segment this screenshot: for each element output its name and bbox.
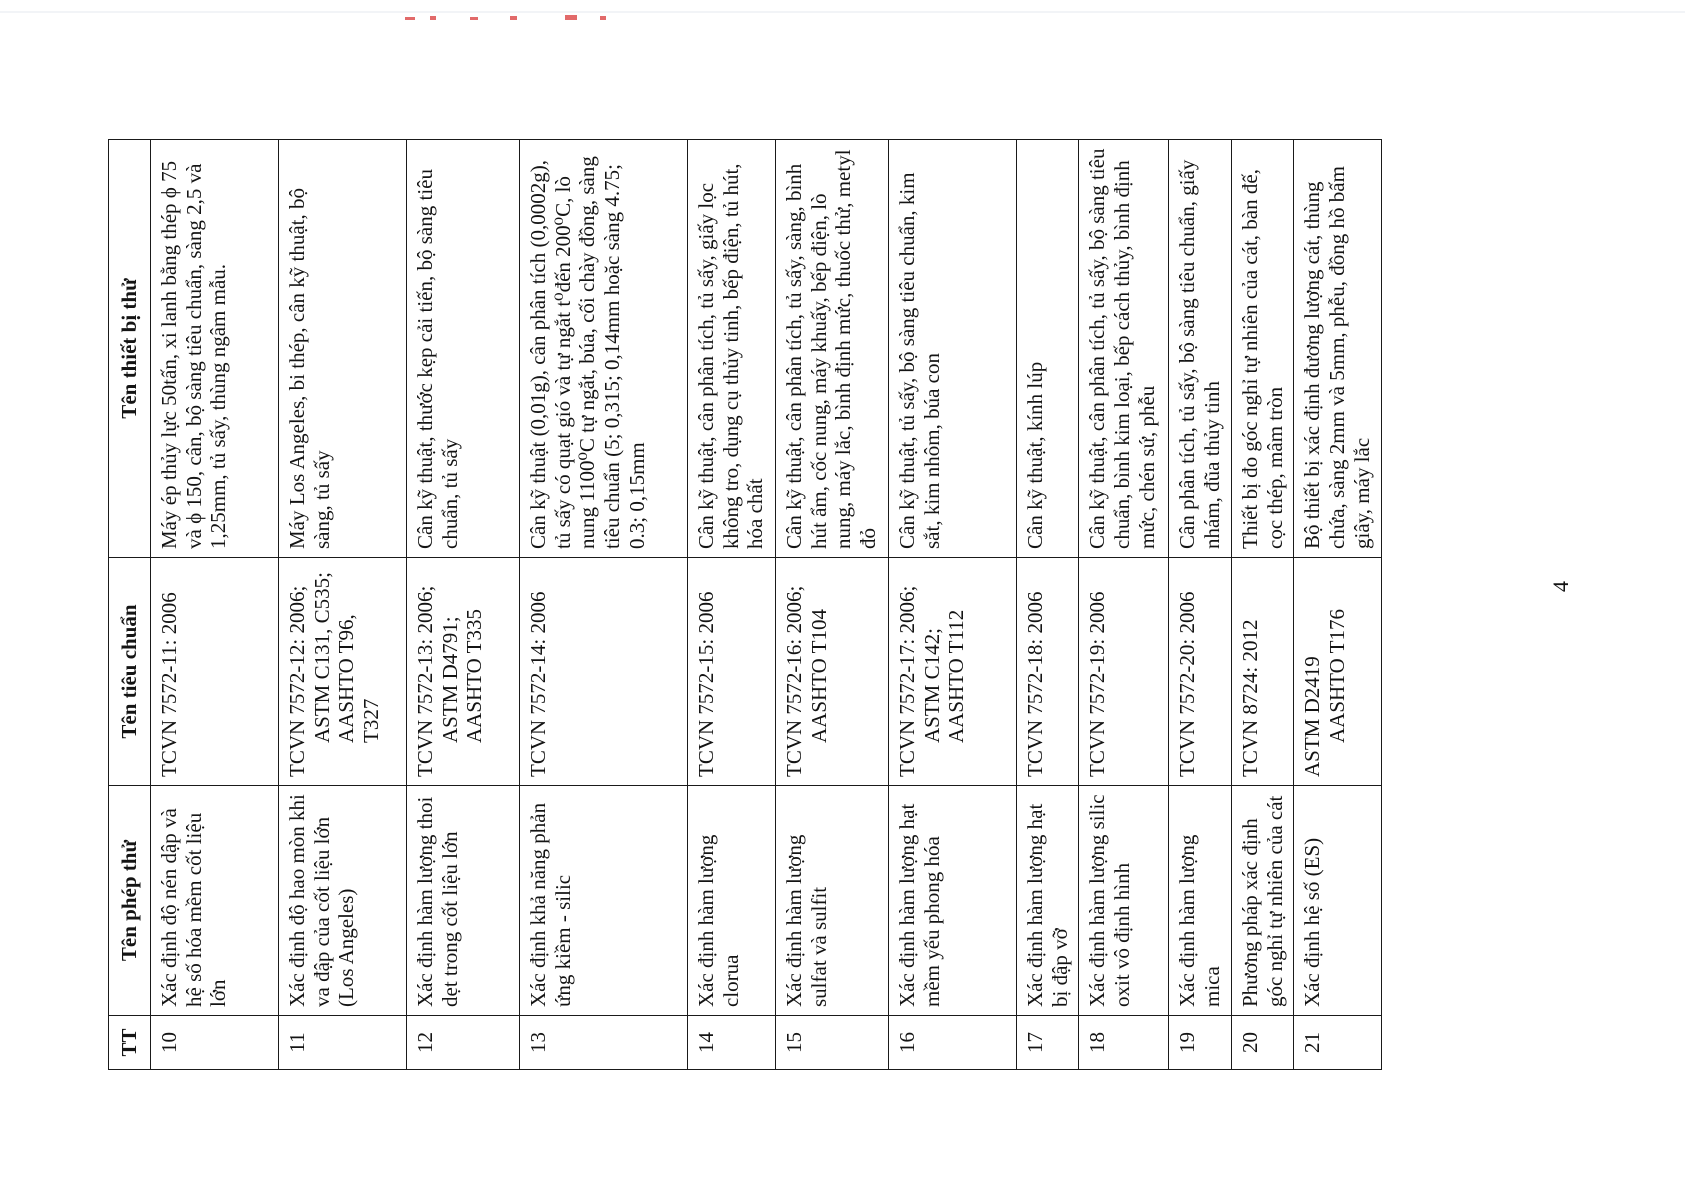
standard-line: TCVN 8724: 2012 — [1237, 619, 1262, 777]
cell-equipment: Cân kỹ thuật, thước kẹp cải tiến, bộ sàng tiêu chuẩn, tủ sấy — [406, 140, 519, 558]
standard-line: TCVN 7572-14: 2006 — [525, 591, 550, 777]
cell-standard — [888, 558, 1016, 786]
cell-standard — [1079, 558, 1169, 786]
standard-line: TCVN 7572-18: 2006 — [1022, 591, 1047, 777]
table-body — [150, 140, 1381, 1070]
cell-standard — [278, 558, 406, 786]
table-row — [1169, 140, 1232, 1070]
cell-tt: 15 — [775, 1016, 888, 1070]
cell-equipment: Cân kỹ thuật, cân phân tích, tủ sấy, sàng, bình hút ẩm, cốc nung, máy khuấy, bếp điện, lò nung, máy lắc, bình định mức, thuốc thử, metyl đỏ — [775, 140, 888, 558]
cell-equipment: Bộ thiết bị xác định đương lượng cát, thùng chứa, sàng 2mm và 5mm, phễu, đồng hồ bấm giây, máy lắc — [1294, 140, 1381, 558]
standard-line: TCVN 7572-13: 2006; — [412, 585, 437, 777]
cell-equipment: Cân kỹ thuật, tủ sấy, bộ sàng tiêu chuẩn, kim sắt, kim nhôm, búa con — [888, 140, 1016, 558]
standard-line: ASTM C142; — [919, 628, 944, 743]
cell-standard — [406, 558, 519, 786]
cell-standard — [687, 558, 775, 786]
header-standard: Tên tiêu chuẩn — [109, 558, 151, 786]
table-row — [406, 140, 519, 1070]
cell-standard — [1169, 558, 1232, 786]
table-row — [687, 140, 775, 1070]
standard-line: ASTM C131, C535; — [309, 572, 334, 743]
table-row — [519, 140, 687, 1070]
cell-equipment: Cân phân tích, tủ sấy, bộ sàng tiêu chuẩn, giấy nhám, đũa thủy tinh — [1169, 140, 1232, 558]
cell-standard — [1231, 558, 1294, 786]
cell-tt: 16 — [888, 1016, 1016, 1070]
cell-tt: 11 — [278, 1016, 406, 1070]
standard-line: AASHTO T112 — [944, 609, 969, 743]
cell-equipment: Cân kỹ thuật, cân phân tích, tủ sấy, giấy lọc không tro, dụng cụ thủy tinh, bếp điện, tủ hút, hóa chất — [687, 140, 775, 558]
table-header-row — [109, 140, 151, 1070]
table-row — [1231, 140, 1294, 1070]
standard-line: TCVN 7572-19: 2006 — [1085, 591, 1110, 777]
cell-equipment: Máy Los Angeles, bi thép, cân kỹ thuật, bộ sàng, tủ sấy — [278, 140, 406, 558]
table-row — [1079, 140, 1169, 1070]
standard-line: TCVN 7572-16: 2006; — [781, 585, 806, 777]
standard-line: TCVN 7572-20: 2006 — [1175, 591, 1200, 777]
cell-test-name: Xác định hàm lượng hạt mềm yếu phong hóa — [888, 786, 1016, 1016]
cell-test-name: Xác định hàm lượng clorua — [687, 786, 775, 1016]
cell-standard — [519, 558, 687, 786]
cell-equipment: Cân kỹ thuật (0,01g), cân phân tích (0,0002g), tủ sấy có quạt gió và tự ngắt t⁰đến 200⁰C, lò nung 1100⁰C tự ngắt, búa, cối chày đồng, sàng tiêu chuẩn (5; 0,315; 0,14mm hoặc sàng 4.75; 0.3; 0,15mm — [519, 140, 687, 558]
cell-equipment: Máy ép thủy lực 50tấn, xi lanh bằng thép ϕ 75 và ϕ 150, cân, bộ sàng tiêu chuẩn, sàng 2,5 và 1,25mm, tủ sấy, thùng ngâm mẫu. — [150, 140, 278, 558]
standard-line: ASTM D2419 — [1300, 656, 1325, 777]
cell-standard — [1294, 558, 1381, 786]
table-row — [1016, 140, 1079, 1070]
cell-equipment: Thiết bị đo góc nghỉ tự nhiên của cát, bàn đế, cọc thép, mâm tròn — [1231, 140, 1294, 558]
cell-equipment: Cân kỹ thuật, kính lúp — [1016, 140, 1079, 558]
standard-line: TCVN 7572-17: 2006; — [894, 585, 919, 777]
scan-artifact — [0, 0, 1685, 30]
cell-tt: 14 — [687, 1016, 775, 1070]
cell-test-name: Xác định hàm lượng silic oxit vô định hình — [1079, 786, 1169, 1016]
cell-tt: 21 — [1294, 1016, 1381, 1070]
standard-line: AASHTO T104 — [806, 609, 831, 743]
standard-line: AASHTO T335 — [462, 609, 487, 743]
header-equipment: Tên thiết bị thử — [109, 140, 151, 558]
rotated-page — [108, 140, 1508, 1070]
cell-standard — [150, 558, 278, 786]
standard-line: AASHTO T176 — [1325, 609, 1350, 743]
cell-test-name: Xác định hàm lượng hạt bị đập vỡ — [1016, 786, 1079, 1016]
cell-test-name: Xác định hàm lượng sulfat và sulfit — [775, 786, 888, 1016]
cell-tt: 18 — [1079, 1016, 1169, 1070]
standard-line: TCVN 7572-11: 2006 — [156, 592, 181, 777]
test-methods-table — [108, 139, 1382, 1070]
standard-line: TCVN 7572-12: 2006; — [284, 585, 309, 777]
page-number: 4 — [1548, 581, 1573, 592]
standard-line: TCVN 7572-15: 2006 — [693, 591, 718, 777]
table-row — [1294, 140, 1381, 1070]
table-row — [888, 140, 1016, 1070]
cell-tt: 20 — [1231, 1016, 1294, 1070]
cell-tt: 10 — [150, 1016, 278, 1070]
header-tt: TT — [109, 1016, 151, 1070]
cell-test-name: Xác định độ hao mòn khi va đập của cốt liệu lớn (Los Angeles) — [278, 786, 406, 1016]
cell-tt: 17 — [1016, 1016, 1079, 1070]
cell-test-name: Xác định hàm lượng thoi dẹt trong cốt liệu lớn — [406, 786, 519, 1016]
cell-test-name: Xác định hàm lượng mica — [1169, 786, 1232, 1016]
cell-standard — [1016, 558, 1079, 786]
header-test-name: Tên phép thử — [109, 786, 151, 1016]
cell-test-name: Xác định hệ số (ES) — [1294, 786, 1381, 1016]
standard-line: ASTM D4791; — [437, 616, 462, 743]
table-row — [278, 140, 406, 1070]
table-row — [775, 140, 888, 1070]
table-row — [150, 140, 278, 1070]
cell-test-name: Xác định độ nén dập và hệ số hóa mềm cốt liệu lớn — [150, 786, 278, 1016]
cell-tt: 19 — [1169, 1016, 1232, 1070]
cell-tt: 12 — [406, 1016, 519, 1070]
cell-test-name: Phương pháp xác định góc nghỉ tự nhiên của cát — [1231, 786, 1294, 1016]
cell-tt: 13 — [519, 1016, 687, 1070]
cell-test-name: Xác định khả năng phản ứng kiềm - silic — [519, 786, 687, 1016]
cell-standard — [775, 558, 888, 786]
cell-equipment: Cân kỹ thuật, cân phân tích, tủ sấy, bộ sàng tiêu chuẩn, bình kim loại, bếp cách thủy, bình định mức, chén sứ, phễu — [1079, 140, 1169, 558]
standard-line: AASHTO T96, T327 — [334, 614, 384, 743]
